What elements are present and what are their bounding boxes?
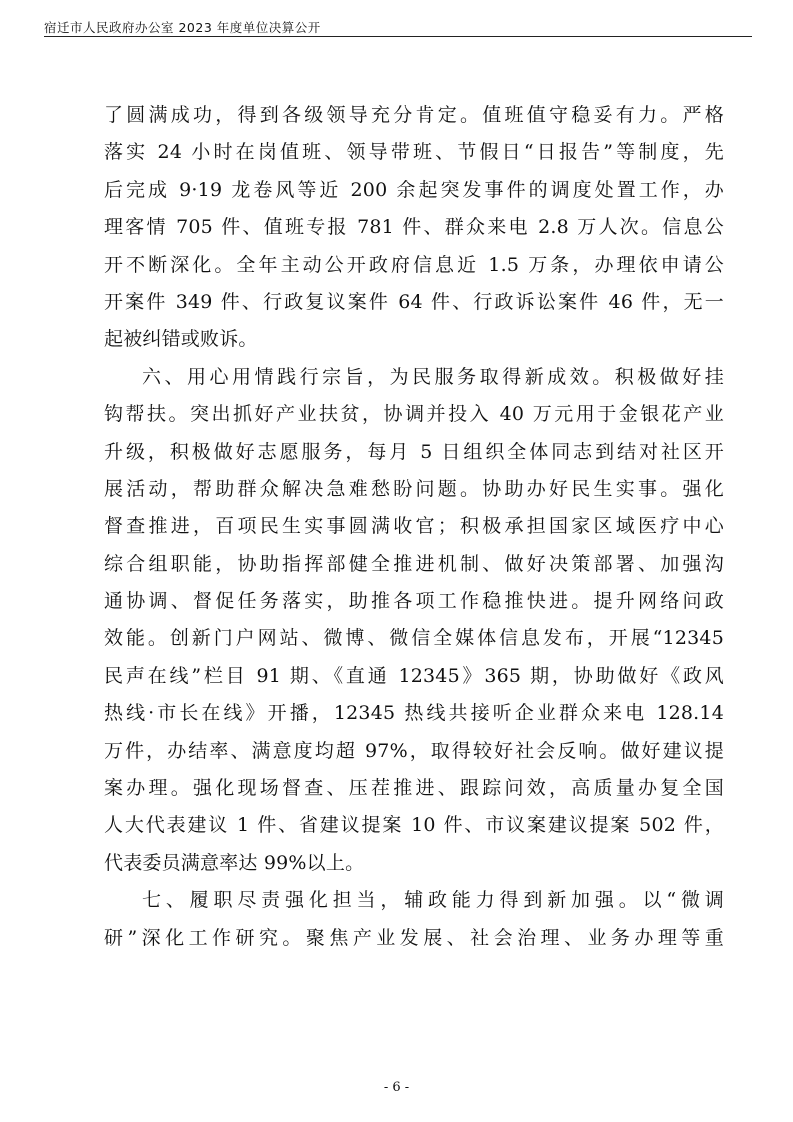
page-header (44, 14, 752, 40)
body-line: 开案件 349 件、行政复议案件 64 件、行政诉讼案件 46 件，无一 (104, 290, 724, 313)
body-line: 民声在线”栏目 91 期、《直通 12345》365 期，协助做好《政风 (104, 664, 724, 687)
body-line: 通协调、督促任务落实，助推各项工作稳推快进。提升网络问政 (104, 590, 724, 613)
body-line: 热线·市长在线》开播，12345 热线共接听企业群众来电 128.14 (104, 702, 724, 725)
body-line: 综合组职能，协助指挥部健全推进机制、做好决策部署、加强沟 (104, 552, 724, 575)
body-line: 人大代表建议 1 件、省建议提案 10 件、市议案建议提案 502 件， (104, 814, 724, 837)
body-line: 研”深化工作研究。聚焦产业发展、社会治理、业务办理等重 (104, 926, 724, 949)
header-title: 宿迁市人民政府办公室 2023 年度单位决算公开 (44, 20, 321, 35)
body-line: 钩帮扶。突出抓好产业扶贫，协调并投入 40 万元用于金银花产业 (104, 403, 724, 426)
body-line: 开不断深化。全年主动公开政府信息近 1.5 万条，办理依申请公 (104, 253, 724, 276)
body-line: 落实 24 小时在岗值班、领导带班、节假日“日报告”等制度，先 (104, 141, 724, 164)
body-line: 后完成 9·19 龙卷风等近 200 余起突发事件的调度处置工作，办 (104, 178, 724, 201)
body-line: 起被纠错或败诉。 (104, 328, 258, 351)
body-line: 万件，办结率、满意度均超 97%，取得较好社会反响。做好建议提 (104, 739, 724, 762)
body-line: 效能。创新门户网站、微博、微信全媒体信息发布，开展“12345 (104, 627, 724, 650)
body-line: 督查推进，百项民生实事圆满收官；积极承担国家区域医疗中心 (104, 515, 724, 538)
body-line: 升级，积极做好志愿服务，每月 5 日组织全体同志到结对社区开 (104, 440, 724, 463)
page-number: - 6 - (383, 1080, 410, 1095)
body-line: 代表委员满意率达 99%以上。 (104, 851, 365, 874)
body-line: 理客情 705 件、值班专报 781 件、群众来电 2.8 万人次。信息公 (104, 216, 724, 239)
paragraph-start-line: 六、用心用情践行宗旨，为民服务取得新成效。积极做好挂 (142, 365, 724, 388)
body-line: 了圆满成功，得到各级领导充分肯定。值班值守稳妥有力。严格 (104, 104, 724, 126)
body-line: 展活动，帮助群众解决急难愁盼问题。协助办好民生实事。强化 (104, 477, 724, 500)
document-body (104, 97, 724, 957)
body-line: 案办理。强化现场督查、压茬推进、跟踪问效，高质量办复全国 (104, 777, 724, 800)
paragraph-start-line: 七、履职尽责强化担当，辅政能力得到新加强。以“微调 (142, 889, 724, 912)
header-divider (44, 36, 752, 37)
